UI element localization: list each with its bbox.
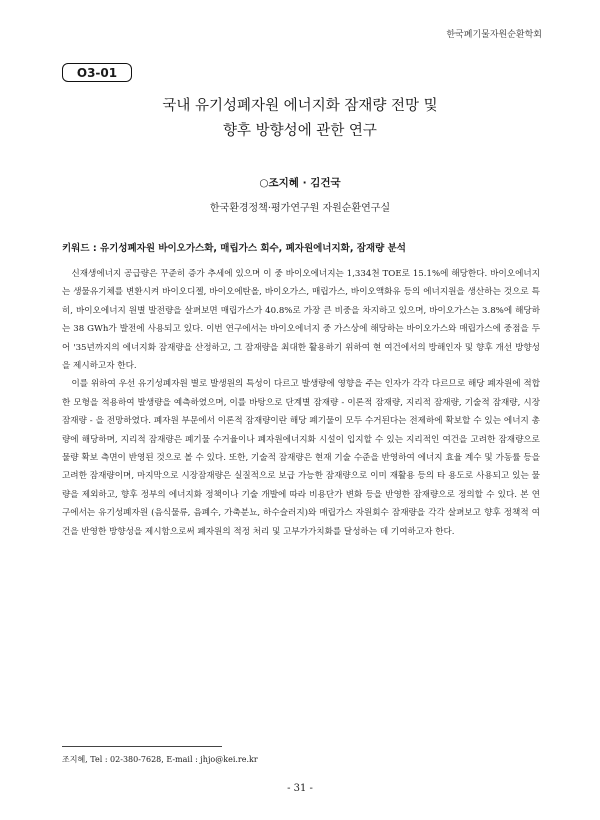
presentation-code-badge: O3-01: [62, 63, 132, 82]
paper-title-line2: 향후 방향성에 관한 연구: [223, 123, 377, 139]
paper-title-line1: 국내 유기성폐자원 에너지화 잠재량 전망 및: [162, 98, 438, 114]
keywords-list: 유기성폐자원 바이오가스화, 매립가스 회수, 폐자원에너지화, 잠재량 분석: [99, 243, 406, 254]
page-number: - 31 -: [287, 783, 313, 794]
corresponding-author-footnote: 조지혜, Tel : 02-380-7628, E-mail : jhjo@kei.re.kr: [62, 755, 258, 764]
society-header: 한국폐기물자원순환학회: [446, 30, 542, 40]
abstract-paragraph: 이를 위하여 우선 유기성폐자원 별로 발생원의 특성이 다르고 발생량에 영향을 주는 인자가 각각 다르므로 해당 폐자원에 적합한 모형을 적용하여 발생량을 예측하였으며, 이를 바탕으로 단계별 잠재량 - 이론적 잠재량, 지리적 잠재량, 기술적 잠재량, 시장 잠재량 - 을 전망하였다. 폐자원 부문에서 이론적 잠재량이란 해당 폐기물이 모두 수거된다는 전제하에 확보할 수 있는 에너지 총량에 해당하며, 지리적 잠재량은 폐기물 수거율이나 폐자원에너지화 시설이 입지할 수 있는 지리적인 여건을 고려한 잠재량으로 물량 확보 측면이 반영된 것으로 볼 수 있다. 또한, 기술적 잠재량은 현재 기술 수준을 반영하여 에너지 효율 계수 및 가동률 등을 고려한 잠재량이며, 마지막으로 시장잠재량은 실질적으로 보급 가능한 잠재량으로 이미 재활용 등의 타 용도로 사용되고 있는 물량을 제외하고, 향후 정부의 에너지화 정책이나 기술 개발에 따라 비용단가 변화 등을 반영한 잠재량으로 정의할 수 있다. 본 연구에서는 유기성폐자원 (음식물류, 음폐수, 가축분뇨, 하수슬러지)와 매립가스 자원회수 잠재량을 각각 살펴보고 향후 정책적 여건을 반영한 방향성을 제시함으로써 폐자원의 적정 처리 및 고부가가치화를 달성하는 데 기여하고자 한다.: [62, 379, 540, 537]
author-list: ○조지혜 · 김건국: [259, 177, 341, 189]
abstract-body: [62, 265, 540, 541]
footnote-divider: [62, 746, 222, 747]
abstract-paragraph: 신재생에너지 공급량은 꾸준히 증가 추세에 있으며 이 중 바이오에너지는 1,334천 TOE로 15.1%에 해당한다. 바이오에너지는 생물유기체를 변환시켜 바이오디젤, 바이오에탄올, 바이오가스, 매립가스, 바이오액화유 등의 에너지원을 생산하는 것으로 특히, 바이오에너지 원별 발전량을 살펴보면 매립가스가 40.8%로 가장 큰 비중을 차지하고 있으며, 바이오가스는 3.8%에 해당하는 38 GWh가 발전에 사용되고 있다. 이번 연구에서는 바이오에너지 중 가스상에 해당하는 바이오가스와 매립가스에 중점을 두어 '35년까지의 에너지화 잠재량을 산정하고, 그 잠재량을 최대한 활용하기 위하여 현 여건에서의 방해인자 및 향후 개선 방향성을 제시하고자 한다.: [62, 269, 540, 372]
author-affiliation: 한국환경정책·평가연구원 자원순환연구실: [209, 203, 391, 214]
keywords-line: [62, 240, 542, 254]
keywords-label: 키워드 :: [62, 243, 97, 254]
